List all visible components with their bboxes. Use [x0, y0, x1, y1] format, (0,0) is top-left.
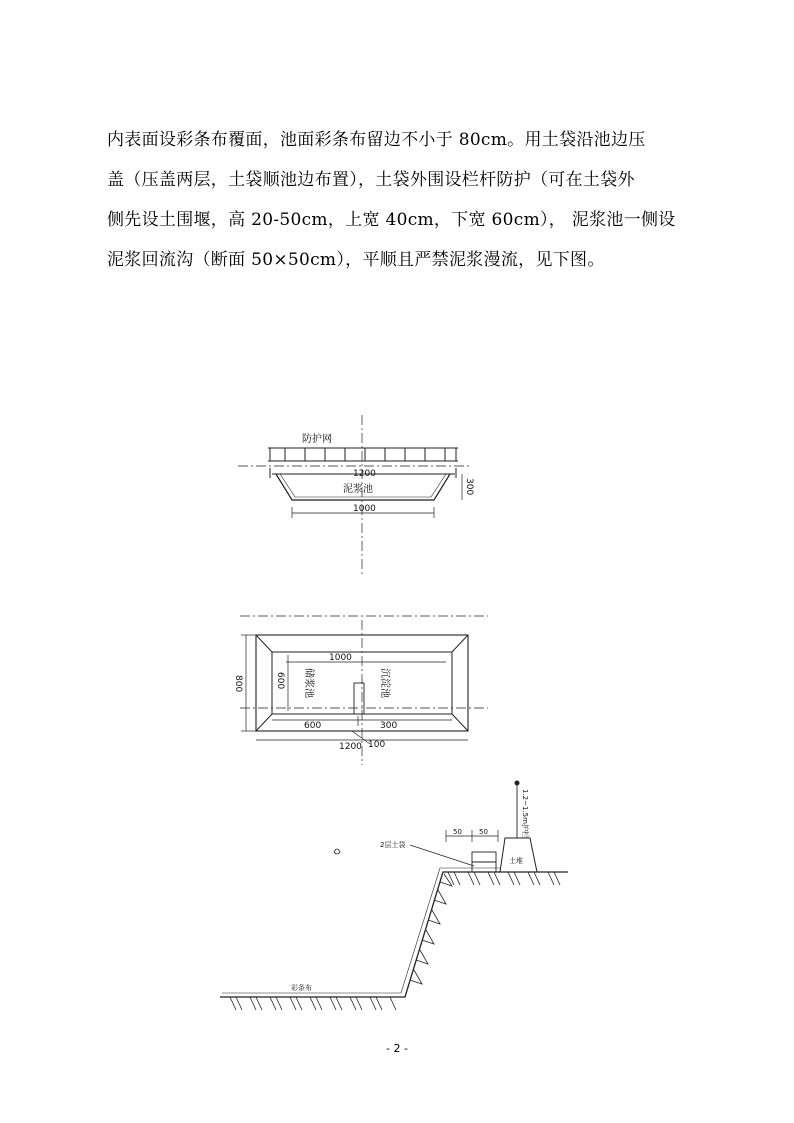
- ground-hatching-top: [448, 872, 560, 885]
- top-width-dimension: 1200: [353, 469, 376, 479]
- stray-mark: [334, 849, 340, 854]
- guard-net-posts: [270, 448, 456, 461]
- depth-dimension: 300: [464, 478, 474, 496]
- sandbag-lower: [472, 862, 496, 872]
- plan-corner-tr: [452, 635, 468, 652]
- slope-detail-drawing: [220, 781, 568, 1010]
- fence-label: 1.2~1.5m护栏: [521, 789, 529, 838]
- width-b-dimension: 50: [479, 828, 488, 836]
- storage-pool-label: 储浆池: [303, 668, 314, 698]
- outer-length-dimension: 1200: [339, 742, 362, 752]
- sandbags-label: 2层土袋: [380, 841, 406, 849]
- plan-view-drawing: [240, 616, 488, 765]
- tarp-line: [222, 868, 500, 993]
- ground-hatching-bottom: [230, 997, 396, 1010]
- paragraph-line-4: 泥浆回流沟（断面 50×50cm），平顺且严禁泥浆漫流，见下图。: [107, 250, 605, 270]
- sandbag-leader: [410, 845, 474, 866]
- tarp-label: 彩条布: [291, 984, 312, 992]
- settling-length-dimension: 300: [380, 721, 398, 731]
- pool-label: 泥浆池: [343, 484, 373, 495]
- settling-pool-label: 沉淀池: [379, 668, 390, 698]
- guard-net-label: 防护网: [302, 434, 332, 445]
- plan-partition: [354, 683, 364, 714]
- ground-hatching-slope: [410, 874, 452, 984]
- plan-corner-tl: [256, 635, 272, 652]
- soil-mound: [500, 838, 537, 872]
- inner-width-dimension: 600: [275, 672, 285, 690]
- ground-profile: [220, 872, 568, 997]
- outer-height-dimension: 800: [233, 675, 243, 693]
- storage-length-dimension: 600: [304, 721, 322, 731]
- paragraph-line-3: 侧先设土围堰，高 20-50cm，上宽 40cm，下宽 60cm）， 泥浆池一侧设: [107, 210, 676, 230]
- soil-mound-label: 土堆: [509, 857, 523, 865]
- sandbag-upper: [472, 852, 496, 862]
- plan-corner-br: [452, 714, 468, 731]
- paragraph-line-2: 盖（压盖两层，土袋顺池边布置），土袋外围设栏杆防护（可在土袋外: [107, 170, 635, 190]
- section-view-drawing: [238, 415, 470, 575]
- bottom-width-dimension: 1000: [353, 504, 376, 514]
- page-number: - 2 -: [386, 1042, 408, 1055]
- width-a-dimension: 50: [453, 828, 462, 836]
- inner-length-dimension: 1000: [329, 653, 352, 663]
- fence-post-top: [515, 781, 519, 785]
- channel-width-dimension: 100: [368, 740, 386, 750]
- paragraph-line-1: 内表面设彩条布覆面，池面彩条布留边不小于 80cm。用土袋沿池边压: [107, 130, 646, 150]
- plan-corner-bl: [256, 714, 272, 731]
